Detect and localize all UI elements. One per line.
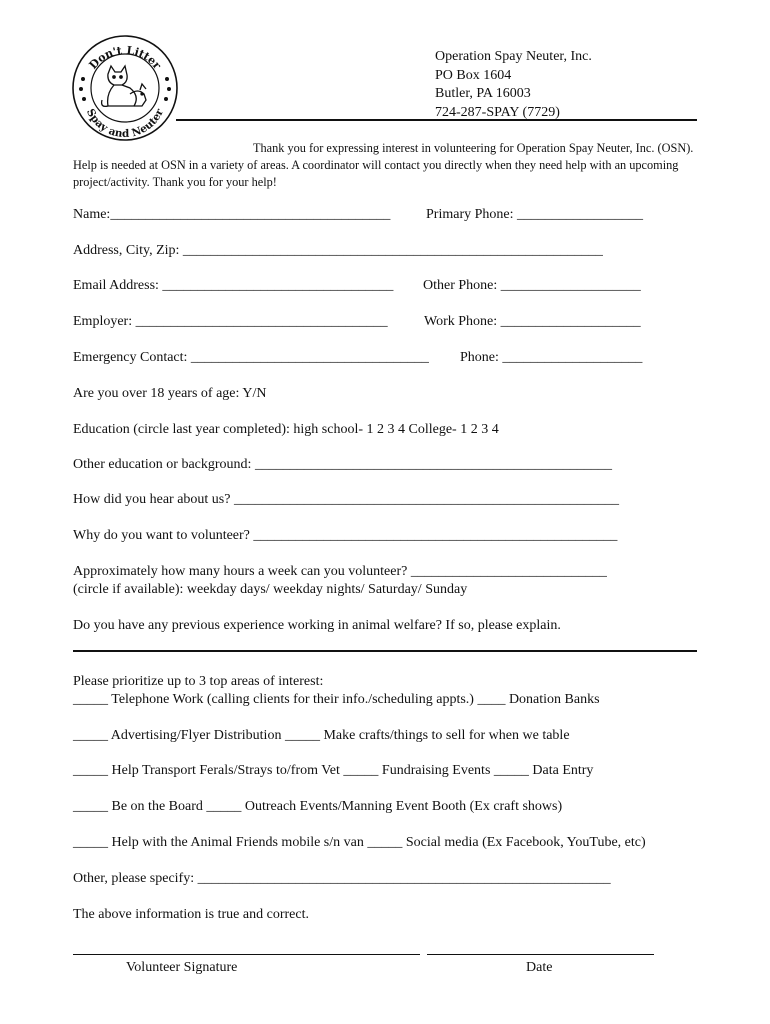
other-phone-field[interactable]: Other Phone: ____________________: [423, 278, 641, 293]
interest-row-5[interactable]: _____ Help with the Animal Friends mobile s/n van _____ Social media (Ex Facebook, YouTube, etc): [73, 835, 646, 850]
intro-paragraph: [73, 140, 701, 191]
intro-line-1: Thank you for expressing interest in volunteering for Operation Spay Neuter,: [253, 141, 633, 155]
other-specify-field[interactable]: Other, please specify: ___________________________________________________________: [73, 871, 611, 886]
name-field[interactable]: Name:________________________________________: [73, 207, 391, 222]
interest-row-1[interactable]: _____ Telephone Work (calling clients for their info./scheduling appts.) ____ Donation Banks: [73, 692, 600, 707]
header-divider: [176, 119, 697, 121]
signature-line[interactable]: [73, 954, 420, 955]
org-name: Operation Spay Neuter, Inc.: [435, 49, 592, 64]
how-hear-field[interactable]: How did you hear about us? _______________________________________________________: [73, 492, 619, 507]
interest-row-4[interactable]: _____ Be on the Board _____ Outreach Events/Manning Event Booth (Ex craft shows): [73, 799, 563, 814]
org-city: Butler, PA 16003: [435, 86, 531, 101]
certify-statement: The above information is true and correct.: [73, 907, 309, 922]
experience-question[interactable]: Do you have any previous experience working in animal welfare? If so, please explain.: [73, 618, 561, 633]
emergency-contact-field[interactable]: Emergency Contact: __________________________________: [73, 350, 429, 365]
interest-row-2[interactable]: _____ Advertising/Flyer Distribution _____ Make crafts/things to sell for when we table: [73, 728, 570, 743]
emergency-phone-field[interactable]: Phone: ____________________: [460, 350, 643, 365]
other-education-field[interactable]: Other education or background: ___________________________________________________: [73, 457, 612, 472]
signature-label: Volunteer Signature: [126, 960, 238, 975]
address-field[interactable]: Address, City, Zip: ____________________________________________________________: [73, 243, 603, 258]
osn-logo: [70, 34, 180, 142]
date-label: Date: [526, 960, 553, 975]
cat-and-dog-icon: [102, 66, 146, 106]
why-volunteer-field[interactable]: Why do you want to volunteer? ____________________________________________________: [73, 528, 618, 543]
intro-rest: Inc. (OSN). Help is needed at OSN in a variety of areas. A coordinator will contact you directly when they need help with an upcoming project/activity. Thank you for your help!: [73, 141, 694, 189]
date-line[interactable]: [427, 954, 654, 955]
work-phone-field[interactable]: Work Phone: ____________________: [424, 314, 641, 329]
logo-top-text: Don't Litter: [86, 43, 164, 72]
email-field[interactable]: Email Address: _________________________________: [73, 278, 394, 293]
age-question[interactable]: Are you over 18 years of age: Y/N: [73, 386, 267, 401]
education-question[interactable]: Education (circle last year completed): high school- 1 2 3 4 College- 1 2 3 4: [73, 422, 499, 437]
org-phone: 724-287-SPAY (7729): [435, 104, 560, 120]
org-address-block: [435, 48, 592, 122]
primary-phone-field[interactable]: Primary Phone: __________________: [426, 207, 643, 222]
org-po-box: PO Box 1604: [435, 67, 512, 83]
section-divider: [73, 650, 697, 652]
hours-field[interactable]: Approximately how many hours a week can you volunteer? ____________________________: [73, 564, 607, 579]
employer-field[interactable]: Employer: ____________________________________: [73, 314, 388, 329]
logo-bottom-text: Spay and Neuter: [83, 106, 166, 141]
interest-row-3[interactable]: _____ Help Transport Ferals/Strays to/from Vet _____ Fundraising Events _____ Data Entry: [73, 763, 594, 778]
availability-options[interactable]: (circle if available): weekday days/ weekday nights/ Saturday/ Sunday: [73, 582, 468, 597]
interests-heading: Please prioritize up to 3 top areas of interest:: [73, 674, 324, 689]
